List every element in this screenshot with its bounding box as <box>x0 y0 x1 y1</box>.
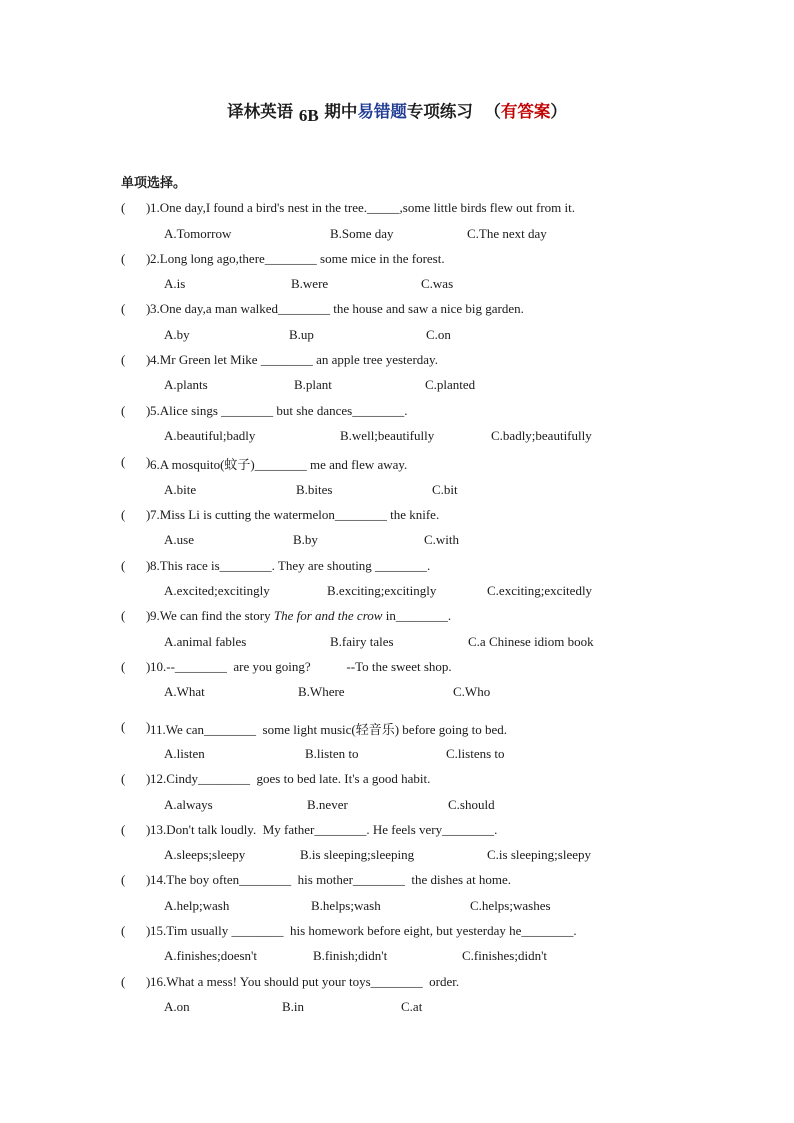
title-grade: 6B <box>298 106 319 125</box>
option-a: A.plants <box>164 377 208 392</box>
question-stem: 8.This race is________. They are shouting ________. <box>150 558 431 573</box>
option-b: B.well;beautifully <box>340 428 435 443</box>
question-stem: 4.Mr Green let Mike ________ an apple tree yesterday. <box>150 352 438 367</box>
answer-paren-right: ) <box>146 771 151 786</box>
question-stem-row <box>0 923 794 947</box>
question-options-row <box>0 746 794 770</box>
question-stem-row <box>0 352 794 376</box>
question-options-row <box>0 276 794 300</box>
question-stem: 10.--________ are you going? --To the sweet shop. <box>150 659 452 674</box>
answer-paren-right: ) <box>146 608 151 623</box>
option-a: A.sleeps;sleepy <box>164 847 246 862</box>
answer-paren-left: ( <box>121 507 126 522</box>
question-stem <box>150 608 451 624</box>
option-b: B.exciting;excitingly <box>327 583 437 598</box>
option-a: A.on <box>164 999 190 1014</box>
question-stem-row <box>0 301 794 325</box>
question-stem: 12.Cindy________ goes to bed late. It's a good habit. <box>150 771 431 786</box>
option-a: A.Tomorrow <box>164 226 232 241</box>
option-c: C.with <box>424 532 460 547</box>
option-b: B.helps;wash <box>311 898 381 913</box>
answer-paren-left: ( <box>121 608 126 623</box>
answer-paren-left: ( <box>121 771 126 786</box>
option-c: C.badly;beautifully <box>491 428 592 443</box>
question-stem: 5.Alice sings ________ but she dances________. <box>150 403 408 418</box>
question-stem: 14.The boy often________ his mother________ the dishes at home. <box>150 872 512 887</box>
question-options-row <box>0 634 794 658</box>
option-a: A.beautiful;badly <box>164 428 256 443</box>
answer-paren-left: ( <box>121 454 126 469</box>
answer-paren-right: ) <box>146 301 151 316</box>
answer-paren-right: ) <box>146 659 151 674</box>
option-b: B.never <box>307 797 348 812</box>
question-stem: 16.What a mess! You should put your toys________ order. <box>150 974 460 989</box>
answer-paren-left: ( <box>121 301 126 316</box>
option-c: C.a Chinese idiom book <box>468 634 594 649</box>
answer-paren-right: ) <box>146 974 151 989</box>
question-options-row <box>0 583 794 607</box>
option-b: B.in <box>282 999 305 1014</box>
option-b: B.is sleeping;sleeping <box>300 847 415 862</box>
title-answer-open: （ <box>484 102 501 121</box>
question-options-row <box>0 377 794 401</box>
option-c: C.listens to <box>446 746 505 761</box>
question-stem-row <box>0 403 794 427</box>
answer-paren-left: ( <box>121 403 126 418</box>
page-title <box>0 98 794 125</box>
section-heading: 单项选择。 <box>121 176 187 191</box>
answer-paren-left: ( <box>121 923 126 938</box>
question-options-row <box>0 847 794 871</box>
option-c: C.on <box>426 327 451 342</box>
question-options-row <box>0 999 794 1023</box>
title-answer: 有答案 <box>500 102 551 121</box>
option-b: B.fairy tales <box>330 634 394 649</box>
title-part1: 译林英语 <box>227 102 294 121</box>
answer-paren-right: ) <box>146 507 151 522</box>
title-part2: 期中 <box>324 102 358 121</box>
option-b: B.Where <box>298 684 345 699</box>
answer-paren-right: ) <box>146 200 151 215</box>
title-answer-close: ） <box>550 102 567 121</box>
option-c: C.helps;washes <box>470 898 551 913</box>
answer-paren-left: ( <box>121 251 126 266</box>
question-stem-row <box>0 822 794 846</box>
question-stem: 2.Long long ago,there________ some mice in the forest. <box>150 251 445 266</box>
option-a: A.always <box>164 797 213 812</box>
question-stem-row <box>0 454 794 478</box>
answer-paren-left: ( <box>121 558 126 573</box>
question-stem: 6.A mosquito(蚊子)________ me and flew away. <box>150 457 408 472</box>
answer-paren-right: ) <box>146 923 151 938</box>
question-stem: 3.One day,a man walked________ the house and saw a nice big garden. <box>150 301 524 316</box>
option-c: C.Who <box>453 684 491 699</box>
option-c: C.should <box>448 797 495 812</box>
question-options-row <box>0 797 794 821</box>
question-stem-row <box>0 251 794 275</box>
answer-paren-right: ) <box>146 872 151 887</box>
question-stem: 13.Don't talk loudly. My father________. He feels very________. <box>150 822 498 837</box>
answer-paren-left: ( <box>121 352 126 367</box>
option-c: C.finishes;didn't <box>462 948 548 963</box>
question-options-row <box>0 327 794 351</box>
story-title: The for and the crow <box>273 608 383 623</box>
question-options-row <box>0 226 794 250</box>
option-a: A.finishes;doesn't <box>164 948 257 963</box>
option-a: A.bite <box>164 482 197 497</box>
question-options-row <box>0 948 794 972</box>
option-b: B.finish;didn't <box>313 948 388 963</box>
option-c: C.planted <box>425 377 476 392</box>
question-options-row <box>0 684 794 708</box>
question-stem: 11.We can________ some light music(轻音乐) before going to bed. <box>150 722 507 737</box>
option-b: B.listen to <box>305 746 359 761</box>
answer-paren-right: ) <box>146 403 151 418</box>
option-a: A.What <box>164 684 205 699</box>
question-stem-row <box>0 200 794 224</box>
question-stem-row <box>0 558 794 582</box>
option-b: B.Some day <box>330 226 394 241</box>
option-b: B.up <box>289 327 314 342</box>
answer-paren-left: ( <box>121 872 126 887</box>
question-options-row <box>0 898 794 922</box>
answer-paren-right: ) <box>146 251 151 266</box>
option-a: A.use <box>164 532 194 547</box>
question-stem: 7.Miss Li is cutting the watermelon________ the knife. <box>150 507 440 522</box>
answer-paren-left: ( <box>121 719 126 734</box>
option-c: C.exciting;excitedly <box>487 583 593 598</box>
question-stem-post: in________. <box>382 608 452 623</box>
option-a: A.is <box>164 276 186 291</box>
option-a: A.by <box>164 327 190 342</box>
option-a: A.listen <box>164 746 205 761</box>
question-options-row <box>0 532 794 556</box>
answer-paren-right: ) <box>146 352 151 367</box>
option-b: B.by <box>293 532 318 547</box>
answer-paren-right: ) <box>146 719 151 734</box>
question-options-row <box>0 482 794 506</box>
question-stem-row <box>0 974 794 998</box>
option-b: B.bites <box>296 482 333 497</box>
question-stem-row <box>0 659 794 683</box>
option-c: C.was <box>421 276 454 291</box>
option-a: A.excited;excitingly <box>164 583 270 598</box>
answer-paren-right: ) <box>146 822 151 837</box>
question-stem-row <box>0 872 794 896</box>
option-c: C.at <box>401 999 423 1014</box>
answer-paren-right: ) <box>146 558 151 573</box>
question-stem-row <box>0 608 794 632</box>
question-stem-row <box>0 719 794 743</box>
option-c: C.is sleeping;sleepy <box>487 847 591 862</box>
title-part4: 专项练习 <box>406 102 473 121</box>
answer-paren-left: ( <box>121 822 126 837</box>
option-c: C.The next day <box>467 226 547 241</box>
answer-paren-right: ) <box>146 454 151 469</box>
answer-paren-left: ( <box>121 974 126 989</box>
question-stem-pre: 9.We can find the story <box>150 608 274 623</box>
option-a: A.help;wash <box>164 898 230 913</box>
option-b: B.plant <box>294 377 332 392</box>
title-part3: 易错题 <box>357 102 407 121</box>
question-stem-row <box>0 507 794 531</box>
question-stem-row <box>0 771 794 795</box>
question-options-row <box>0 428 794 452</box>
answer-paren-left: ( <box>121 200 126 215</box>
option-c: C.bit <box>432 482 458 497</box>
question-stem: 15.Tim usually ________ his homework before eight, but yesterday he________. <box>150 923 577 938</box>
question-stem: 1.One day,I found a bird's nest in the tree._____,some little birds flew out from it. <box>150 200 575 215</box>
answer-paren-left: ( <box>121 659 126 674</box>
option-a: A.animal fables <box>164 634 247 649</box>
option-b: B.were <box>291 276 329 291</box>
